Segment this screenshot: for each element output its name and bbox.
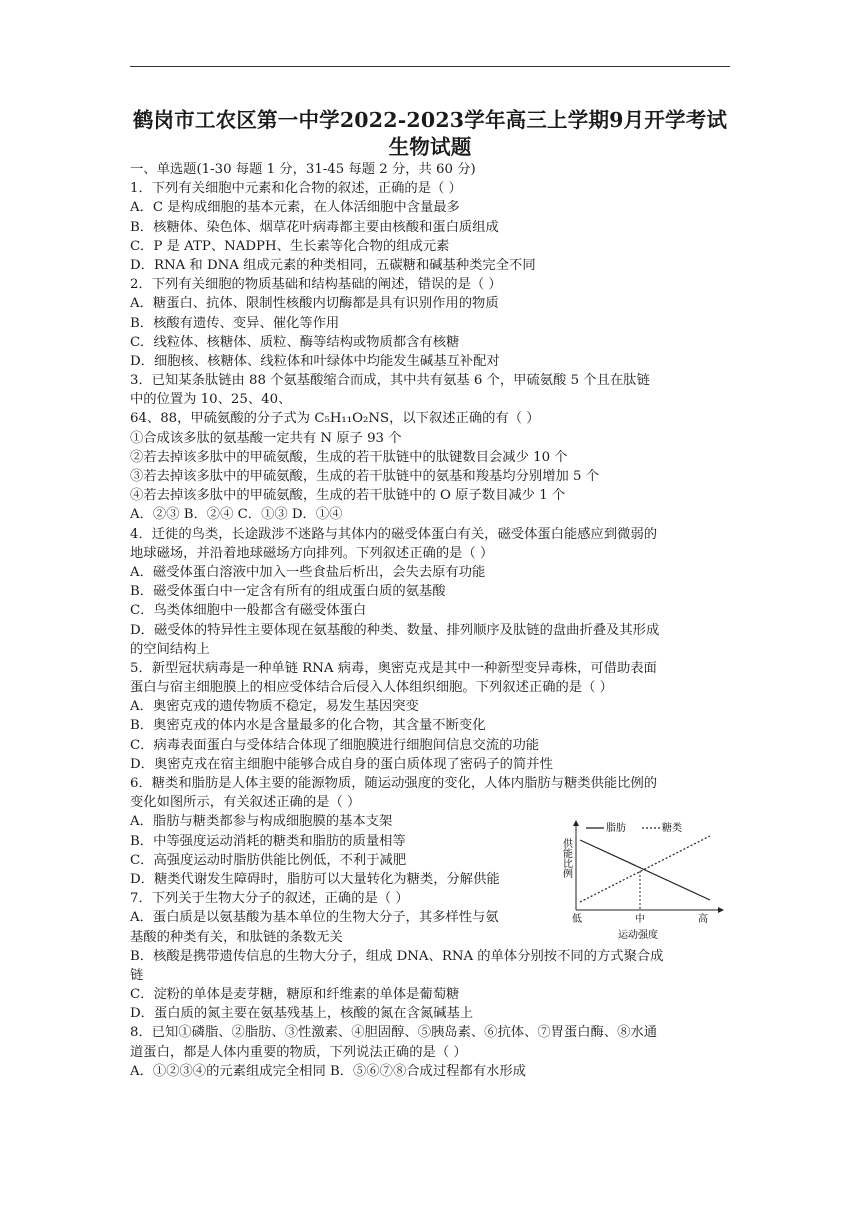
tick-mid: 中 xyxy=(635,914,645,925)
text-line: B．奥密克戎的体内水是含量最多的化合物，其含量不断变化 xyxy=(130,718,486,734)
text-line: 6．糖类和脂肪是人体主要的能源物质，随运动强度的变化，人体内脂肪与糖类供能比例的 xyxy=(130,776,658,791)
text-line: 64、88，甲硫氨酸的分子式为 C₅H₁₁O₂NS，以下叙述正确的有（ ） xyxy=(130,411,540,427)
text-line: 1．下列有关细胞中元素和化合物的叙述，正确的是（ ） xyxy=(130,181,462,197)
text-line: B．核酸是携带遗传信息的生物大分子，组成 DNA、RNA 的单体分别按不同的方式聚合成 xyxy=(130,948,664,964)
sugar-line xyxy=(580,836,710,902)
text-line: C．线粒体、核糖体、质粒、酶等结构或物质都含有核糖 xyxy=(130,334,460,350)
exam-subtitle: 生物试题 xyxy=(388,135,472,159)
text-line: ③若去掉该多肽中的甲硫氨酸，生成的若干肽链中的氨基和羧基均分别增加 5 个 xyxy=(130,469,600,484)
text-line: C．P 是 ATP、NADPH、生长素等化合物的组成元素 xyxy=(130,238,450,254)
text-line: B．核糖体、染色体、烟草花叶病毒都主要由核酸和蛋白质组成 xyxy=(130,219,499,235)
text-line: 基酸的种类有关，和肽链的条数无关 xyxy=(130,929,343,945)
energy-ratio-figure xyxy=(560,818,730,943)
text-line: 一、单选题(1-30 每题 1 分，31-45 每题 2 分，共 60 分) xyxy=(130,162,476,177)
text-line: D．奥密克戎在宿主细胞中能够合成自身的蛋白质体现了密码子的简并性 xyxy=(130,756,553,772)
text-line: 链 xyxy=(130,967,144,983)
text-line: 蛋白与宿主细胞膜上的相应受体结合后侵入人体组织细胞。下列叙述正确的是（ ） xyxy=(130,680,613,696)
text-line: A．脂肪与糖类都参与构成细胞膜的基本支架 xyxy=(130,814,393,830)
y-axis-label: 供能比例 xyxy=(560,838,572,878)
text-line: D．细胞核、核糖体、线粒体和叶绿体中均能发生碱基互补配对 xyxy=(130,353,500,369)
text-line: 3．已知某条肽链由 88 个氨基酸缩合而成，其中共有氨基 6 个，甲硫氨酸 5 个且在肽链 xyxy=(130,373,650,389)
text-line: 中的位置为 10、25、40、 xyxy=(130,392,292,408)
header-rule xyxy=(130,66,730,67)
text-line: 4．迁徙的鸟类，长途跋涉不迷路与其体内的磁受体蛋白有关，磁受体蛋白能感应到微弱的 xyxy=(130,526,658,542)
x-axis-arrow xyxy=(718,907,724,913)
text-line: D．RNA 和 DNA 组成元素的种类相同，五碳糖和碱基种类完全不同 xyxy=(130,257,536,273)
legend-sugar-label: 糖类 xyxy=(662,823,682,834)
text-line: 5．新型冠状病毒是一种单链 RNA 病毒，奥密克戎是其中一种新型变异毒株，可借助表面 xyxy=(130,660,657,676)
text-line: B．中等强度运动消耗的糖类和脂肪的质量相等 xyxy=(130,833,406,849)
text-line: 道蛋白，都是人体内重要的物质，下列说法正确的是（ ） xyxy=(130,1044,467,1060)
x-axis-label: 运动强度 xyxy=(618,930,658,941)
text-line: A．奥密克戎的遗传物质不稳定，易发生基因突变 xyxy=(130,699,419,715)
tick-low: 低 xyxy=(572,914,582,925)
text-line: A．②③ B．②④ C．①③ D．①④ xyxy=(130,507,343,523)
legend-fat-label: 脂肪 xyxy=(606,823,626,834)
tick-high: 高 xyxy=(698,914,708,925)
y-axis-arrow xyxy=(573,820,579,826)
text-line: C．鸟类体细胞中一般都含有磁受体蛋白 xyxy=(130,603,367,619)
text-line: D．磁受体的特异性主要体现在氨基酸的种类、数量、排列顺序及肽链的盘曲折叠及其形成 xyxy=(130,622,660,638)
exam-title: 鹤岗市工农区第一中学2022-2023学年高三上学期9月开学考试 xyxy=(132,108,728,132)
text-line: 的空间结构上 xyxy=(130,641,210,657)
text-line: D．糖类代谢发生障碍时，脂肪可以大量转化为糖类，分解供能 xyxy=(130,871,500,887)
text-line: 地球磁场，并沿着地球磁场方向排列。下列叙述正确的是（ ） xyxy=(130,545,494,561)
fat-line xyxy=(580,840,710,900)
text-line: 变化如图所示，有关叙述正确的是（ ） xyxy=(130,795,361,811)
text-line: ④若去掉该多肽中的甲硫氨酸，生成的若干肽链中的 O 原子数目减少 1 个 xyxy=(130,488,566,504)
text-line: C．病毒表面蛋白与受体结合体现了细胞膜进行细胞间信息交流的功能 xyxy=(130,737,540,753)
text-line: ②若去掉该多肽中的甲硫氨酸，生成的若干肽链中的肽键数目会减少 10 个 xyxy=(130,449,568,465)
text-line: D．蛋白质的氮主要在氨基残基上，核酸的氮在含氮碱基上 xyxy=(130,1006,474,1022)
text-line: C．淀粉的单体是麦芽糖，糖原和纤维素的单体是葡萄糖 xyxy=(130,987,460,1003)
text-line: B．磁受体蛋白中一定含有所有的组成蛋白质的氨基酸 xyxy=(130,584,446,600)
text-line: ①合成该多肽的氨基酸一定共有 N 原子 93 个 xyxy=(130,430,402,446)
text-line: A．糖蛋白、抗体、限制性核酸内切酶都是具有识别作用的物质 xyxy=(130,296,499,312)
text-line: C．高强度运动时脂肪供能比例低，不利于减肥 xyxy=(130,852,407,868)
text-line: A．①②③④的元素组成完全相同 B．⑤⑥⑦⑧合成过程都有水形成 xyxy=(130,1063,526,1079)
text-line: 8．已知①磷脂、②脂肪、③性激素、④胆固醇、⑤胰岛素、⑥抗体、⑦胃蛋白酶、⑧水通 xyxy=(130,1025,658,1041)
text-line: A．C 是构成细胞的基本元素，在人体活细胞中含量最多 xyxy=(130,200,460,216)
text-line: B．核酸有遗传、变异、催化等作用 xyxy=(130,315,340,331)
text-line: 2．下列有关细胞的物质基础和结构基础的阐述，错误的是（ ） xyxy=(130,277,502,293)
text-line: A．磁受体蛋白溶液中加入一些食盐后析出，会失去原有功能 xyxy=(130,564,486,580)
text-line: A．蛋白质是以氨基酸为基本单位的生物大分子，其多样性与氨 xyxy=(130,910,499,926)
text-line: 7．下列关于生物大分子的叙述，正确的是（ ） xyxy=(130,891,409,907)
